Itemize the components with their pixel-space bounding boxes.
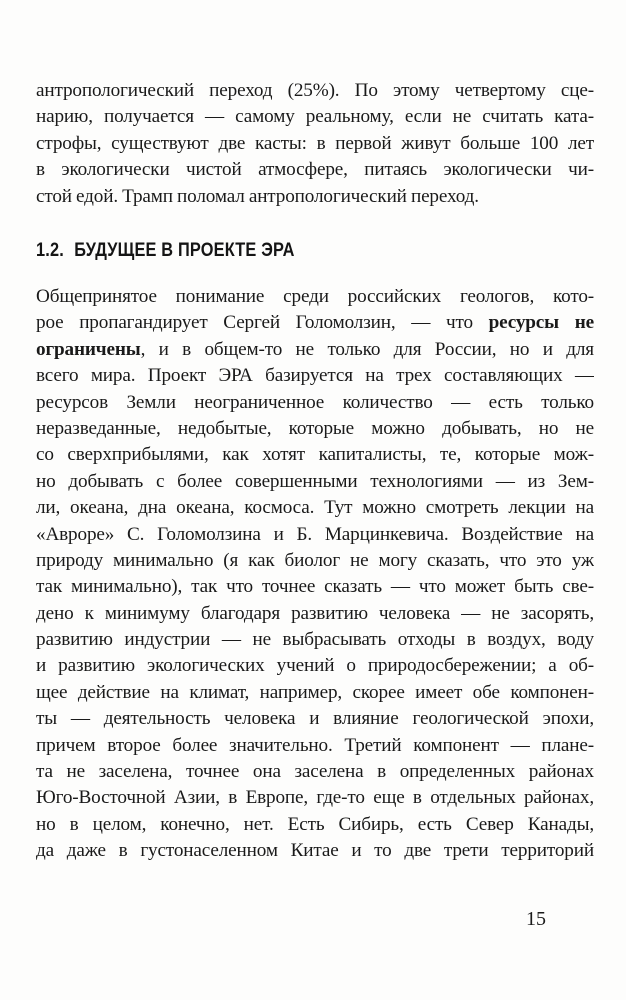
text-line xyxy=(36,310,594,336)
text-line: ты — деятельность человека и влияние геологической эпохи, xyxy=(36,708,594,730)
text-line: и развитию экологических учений о природосбережении; а об- xyxy=(36,655,594,677)
text-line: ли, океана, дна океана, космоса. Тут можно смотреть лекции на xyxy=(36,497,594,519)
text-line: «Авроре» С. Голомолзина и Б. Марцинкевича. Воздействие на xyxy=(36,523,594,545)
text-line: природу минимально (я как биолог не могу сказать, что это уж xyxy=(36,549,594,571)
text-line: Общепринятое понимание среди российских геологов, кото- xyxy=(36,286,594,307)
text-line: со сверхприбылями, как хотят капиталисты, те, которые мож- xyxy=(36,444,594,466)
text-line: но в целом, конечно, нет. Есть Сибирь, есть Север Канады, xyxy=(36,813,594,835)
bold-phrase: ограничены xyxy=(36,338,141,360)
top-paragraph xyxy=(36,78,594,210)
section-heading xyxy=(36,240,295,262)
bold-phrase: ресурсы не xyxy=(488,312,594,334)
main-paragraph xyxy=(36,284,594,865)
text-line: та не заселена, точнее она заселена в определенных районах xyxy=(36,761,594,783)
text-line xyxy=(36,337,594,363)
text-line: в экологически чистой атмосфере, питаясь экологически чи- xyxy=(36,159,594,181)
page-number: 15 xyxy=(526,908,546,930)
text-line: щее действие на климат, например, скорее имеет обе компонен- xyxy=(36,681,594,703)
text-line: ресурсов Земли неограниченное количество — есть только xyxy=(36,391,594,413)
text-line: развитию индустрии — не выбрасывать отходы в воздух, воду xyxy=(36,629,594,651)
text-line: строфы, существуют две касты: в первой живут больше 100 лет xyxy=(36,132,594,154)
text-line: всего мира. Проект ЭРА базируется на трех составляющих — xyxy=(36,365,594,387)
section-number: 1.2. xyxy=(36,240,64,261)
text-line: так минимально), так что точнее сказать — что может быть све- xyxy=(36,576,594,598)
text-fragment: , и в общем-то не только для России, но и для xyxy=(140,338,594,360)
text-line: антропологический переход (25%). По этому четвертому сце- xyxy=(36,80,594,101)
text-line: нарию, получается — самому реальному, если не считать ката- xyxy=(36,106,594,128)
text-line: причем второе более значительно. Третий компонент — плане- xyxy=(36,734,594,756)
text-fragment: рое пропагандирует Сергей Голомолзин, — что xyxy=(36,312,489,334)
section-title: БУДУЩЕЕ В ПРОЕКТЕ ЭРА xyxy=(74,240,295,261)
text-line: неразведанные, недобытые, которые можно добывать, но не xyxy=(36,417,594,439)
text-line: да даже в густонаселенном Китае и то две трети территорий xyxy=(36,840,594,862)
text-line: дено к минимуму благодаря развитию человека — не засорять, xyxy=(36,602,594,624)
text-line: но добывать с более совершенными технологиями — из Зем- xyxy=(36,470,594,492)
text-line: стой едой. Трамп поломал антропологический переход. xyxy=(36,185,479,207)
text-line: Юго-Восточной Азии, в Европе, где-то еще в отдельных районах, xyxy=(36,787,594,809)
